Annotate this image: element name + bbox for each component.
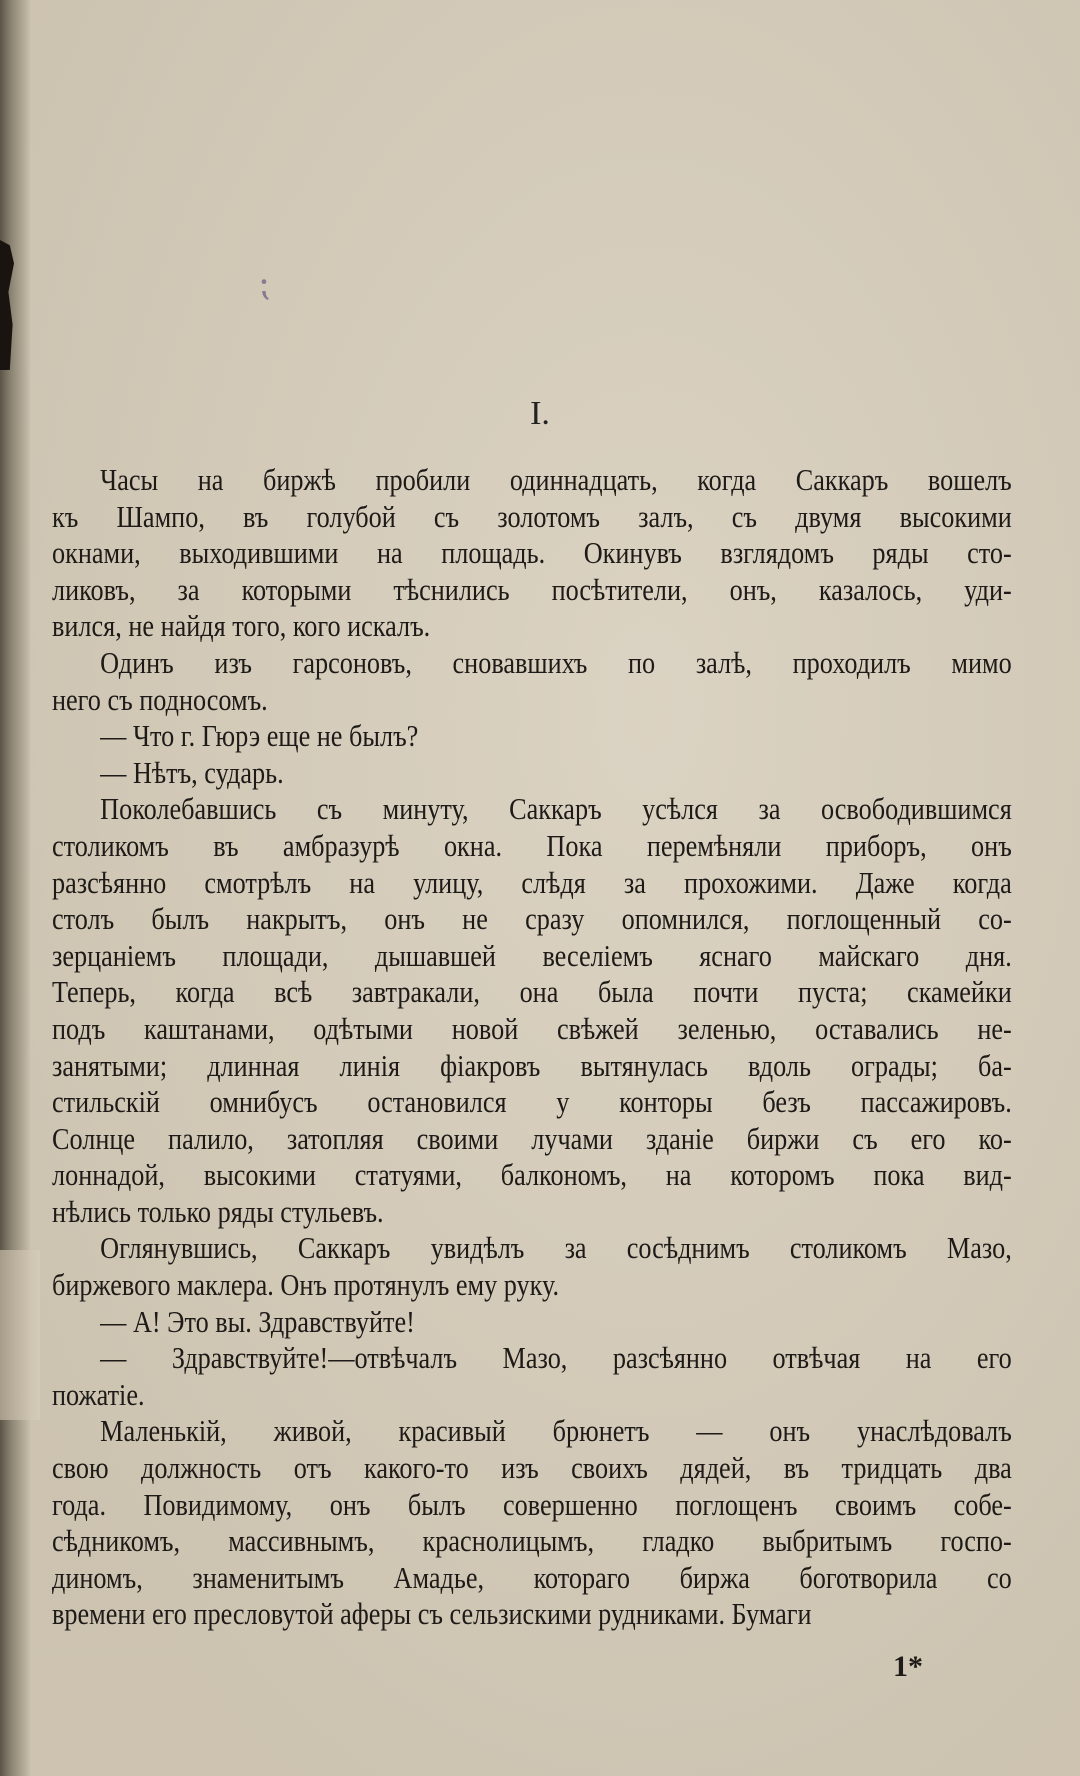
- text-line: нѣлись только ряды стульевъ.: [52, 1194, 384, 1229]
- paragraph: [52, 755, 1012, 792]
- text-line: — Что г. Гюрэ еще не былъ?: [100, 719, 419, 754]
- text-line: зерцаніемъ площади, дышавшей веселіемъ яснаго майскаго дня.: [52, 938, 1012, 973]
- page-number: 1*: [893, 1650, 923, 1683]
- text-line: Солнце палило, затопляя своими лучами зданіе биржи съ его ко-: [52, 1121, 1012, 1156]
- ink-stain-icon: ⁏: [258, 263, 271, 303]
- paragraph: [52, 791, 1012, 1230]
- text-line: окнами, выходившими на площадь. Окинувъ взглядомъ ряды сто-: [52, 536, 1012, 571]
- text-line: Часы на биржѣ пробили одиннадцать, когда Саккаръ вошелъ: [100, 463, 1012, 497]
- paragraph: [52, 1230, 1012, 1303]
- text-line: ликовъ, за которыми тѣснились посѣтители, онъ, казалось, уди-: [52, 572, 1012, 607]
- text-line: занятыми; длинная линія фіакровъ вытянулась вдоль ограды; ба-: [52, 1048, 1012, 1083]
- text-line: къ Шампо, въ голубой съ золотомъ залъ, съ двумя высокими: [52, 499, 1012, 534]
- text-line: него съ подносомъ.: [52, 682, 268, 717]
- chapter-heading: I.: [530, 395, 550, 432]
- text-line: — А! Это вы. Здравствуйте!: [100, 1304, 415, 1339]
- text-line: сѣдникомъ, массивнымъ, краснолицымъ, гладко выбритымъ госпо-: [52, 1524, 1012, 1559]
- text-line: вился, не найдя того, кого искалъ.: [52, 609, 431, 644]
- paragraph: [52, 462, 1012, 645]
- body-text: [52, 462, 1012, 1633]
- paragraph: [52, 1304, 1012, 1341]
- text-line: биржевого маклера. Онъ протянулъ ему руку.: [52, 1268, 560, 1303]
- text-line: Маленькій, живой, красивый брюнетъ — онъ унаслѣдовалъ: [100, 1414, 1012, 1449]
- text-line: лоннадой, высокими статуями, балкономъ, на которомъ пока вид-: [52, 1158, 1012, 1193]
- text-line: столъ былъ накрытъ, онъ не сразу опомнился, поглощенный со-: [52, 902, 1012, 937]
- paragraph: [52, 1413, 1012, 1633]
- text-line: пожатіе.: [52, 1377, 145, 1412]
- paragraph: [52, 718, 1012, 755]
- text-line: свою должность отъ какого-то изъ своихъ дядей, въ тридцать два: [52, 1451, 1012, 1486]
- text-line: диномъ, знаменитымъ Амадье, котораго биржа боготворила со: [52, 1560, 1012, 1595]
- paper-damage: [0, 1250, 40, 1420]
- text-line: Поколебавшись съ минуту, Саккаръ усѣлся за освободившимся: [100, 792, 1012, 827]
- text-line: — Здравствуйте!—отвѣчалъ Мазо, разсѣянно отвѣчая на его: [100, 1341, 1012, 1376]
- text-line: разсѣянно смотрѣлъ на улицу, слѣдя за прохожими. Даже когда: [52, 865, 1012, 900]
- text-line: стильскій омнибусъ остановился у конторы безъ пассажировъ.: [52, 1085, 1012, 1120]
- paragraph: [52, 1340, 1012, 1413]
- text-line: — Нѣтъ, сударь.: [100, 755, 284, 790]
- text-line: времени его пресловутой аферы съ сельзискими рудниками. Бумаги: [52, 1597, 812, 1632]
- text-line: Одинъ изъ гарсоновъ, сновавшихъ по залѣ, проходилъ мимо: [100, 645, 1012, 680]
- text-line: Оглянувшись, Саккаръ увидѣлъ за сосѣднимъ столикомъ Мазо,: [100, 1231, 1012, 1266]
- text-line: подъ каштанами, одѣтыми новой свѣжей зеленью, оставались не-: [52, 1011, 1012, 1046]
- text-line: столикомъ въ амбразурѣ окна. Пока перемѣняли приборъ, онъ: [52, 828, 1012, 863]
- text-line: Теперь, когда всѣ завтракали, она была почти пуста; скамейки: [52, 975, 1012, 1010]
- paragraph: [52, 645, 1012, 718]
- text-line: года. Повидимому, онъ былъ совершенно поглощенъ своимъ собе-: [52, 1487, 1012, 1522]
